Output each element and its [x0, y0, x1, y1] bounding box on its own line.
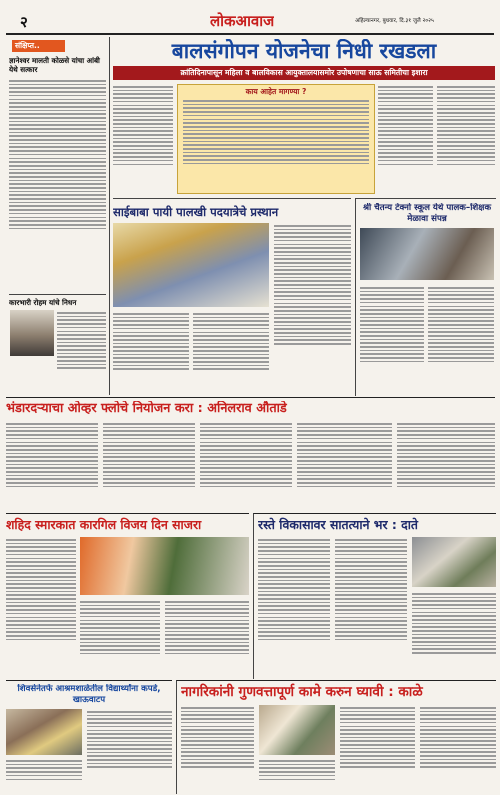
ashram-photo — [6, 709, 82, 755]
roads-body-2 — [335, 537, 407, 677]
lead-headline: बालसंगोपन योजनेचा निधी रखडला — [171, 39, 437, 63]
kargil-body-left — [6, 537, 76, 677]
kale-photo — [259, 705, 335, 755]
brief-body — [9, 78, 106, 290]
palkhi-headline: साईबाबा पायी पालखी पदयात्रेचे प्रस्थान — [113, 205, 279, 219]
roads-photo — [412, 537, 496, 587]
sidebar — [6, 37, 110, 395]
demands-box — [177, 84, 375, 194]
section-tag: संक्षिप्त.. — [12, 40, 65, 52]
school-story — [355, 198, 496, 396]
kargil-headline: शहिद स्मारकात कारगिल विजय दिन साजरा — [6, 517, 202, 532]
demands-box-body — [183, 98, 369, 190]
brief-headline: ज्ञानेश्वर मालती कोळसे यांचा आंबी येथे सत्कार — [9, 56, 100, 74]
bhandardara-body-4 — [297, 421, 392, 510]
roads-body-1 — [258, 537, 330, 677]
bhandardara-body-1 — [6, 421, 98, 510]
palkhi-body-right — [274, 223, 351, 393]
kale-body-3 — [340, 705, 415, 792]
bhandardara-body-3 — [200, 421, 292, 510]
kale-body-1 — [181, 705, 254, 792]
roads-headline: रस्ते विकासावर सातत्याने भर : दाते — [258, 517, 418, 532]
roads-body-3 — [412, 591, 496, 677]
lead-body-col4 — [437, 84, 495, 194]
brief-headline: कारभारी रोहम यांचे निधन — [9, 298, 77, 307]
masthead-rule — [6, 33, 494, 35]
newspaper-logo: लोकआवाज — [210, 12, 275, 30]
kale-body-2 — [259, 758, 335, 792]
kargil-body-a — [80, 599, 160, 677]
palkhi-body-b — [193, 311, 269, 393]
palkhi-body-a — [113, 311, 189, 393]
palkhi-story — [113, 198, 351, 396]
school-body-a — [360, 285, 424, 393]
brief-divider — [9, 294, 106, 295]
ashram-story — [6, 680, 172, 794]
portrait-photo — [10, 310, 54, 356]
kargil-story — [6, 513, 249, 679]
kale-body-4 — [420, 705, 496, 792]
lead-subtitle-bar: क्रांतिदिनापासून महिला व बालविकास आयुक्तालयासमोर उपोषणाचा साऊ समितीचा इशारा — [113, 66, 495, 80]
bhandardara-body-2 — [103, 421, 195, 510]
bhandardara-story — [6, 397, 495, 512]
brief-body — [57, 310, 106, 392]
lead-body-col1 — [113, 84, 173, 194]
ashram-body-b — [87, 709, 172, 792]
palkhi-photo — [113, 223, 269, 307]
kale-story — [176, 680, 496, 794]
ashram-headline: शिवसेनेतर्फे आश्रमशाळेतील विद्यार्थ्यांना कपडे, खाऊवाटप — [17, 684, 161, 705]
lead-body-col3 — [378, 84, 433, 194]
roads-story — [253, 513, 496, 679]
masthead — [0, 0, 500, 36]
school-photo — [360, 228, 494, 280]
school-headline: श्री चैतन्य टेक्नो स्कूल येथे पालक–शिक्षक मेळावा संपन्न — [362, 203, 492, 224]
kargil-body-b — [165, 599, 249, 677]
lead-story — [113, 37, 495, 196]
bhandardara-body-5 — [397, 421, 495, 510]
kale-headline: नागरिकांनी गुणवत्तापूर्ण कामे करुन घ्यावी : काळे — [181, 684, 423, 700]
page-number: २ — [20, 13, 28, 31]
school-body-b — [428, 285, 494, 393]
demands-box-title: काय आहेत मागण्या ? — [245, 87, 307, 96]
bhandardara-headline: भंडारदऱ्याचा ओव्हर फ्लोचे नियोजन करा : अनिलराव औताडे — [6, 401, 287, 416]
kargil-photo — [80, 537, 249, 595]
dateline: अहिल्यानगर, बुधवार, दि.३१ जुलै २०२५ — [355, 18, 434, 24]
ashram-body-a — [6, 758, 82, 792]
